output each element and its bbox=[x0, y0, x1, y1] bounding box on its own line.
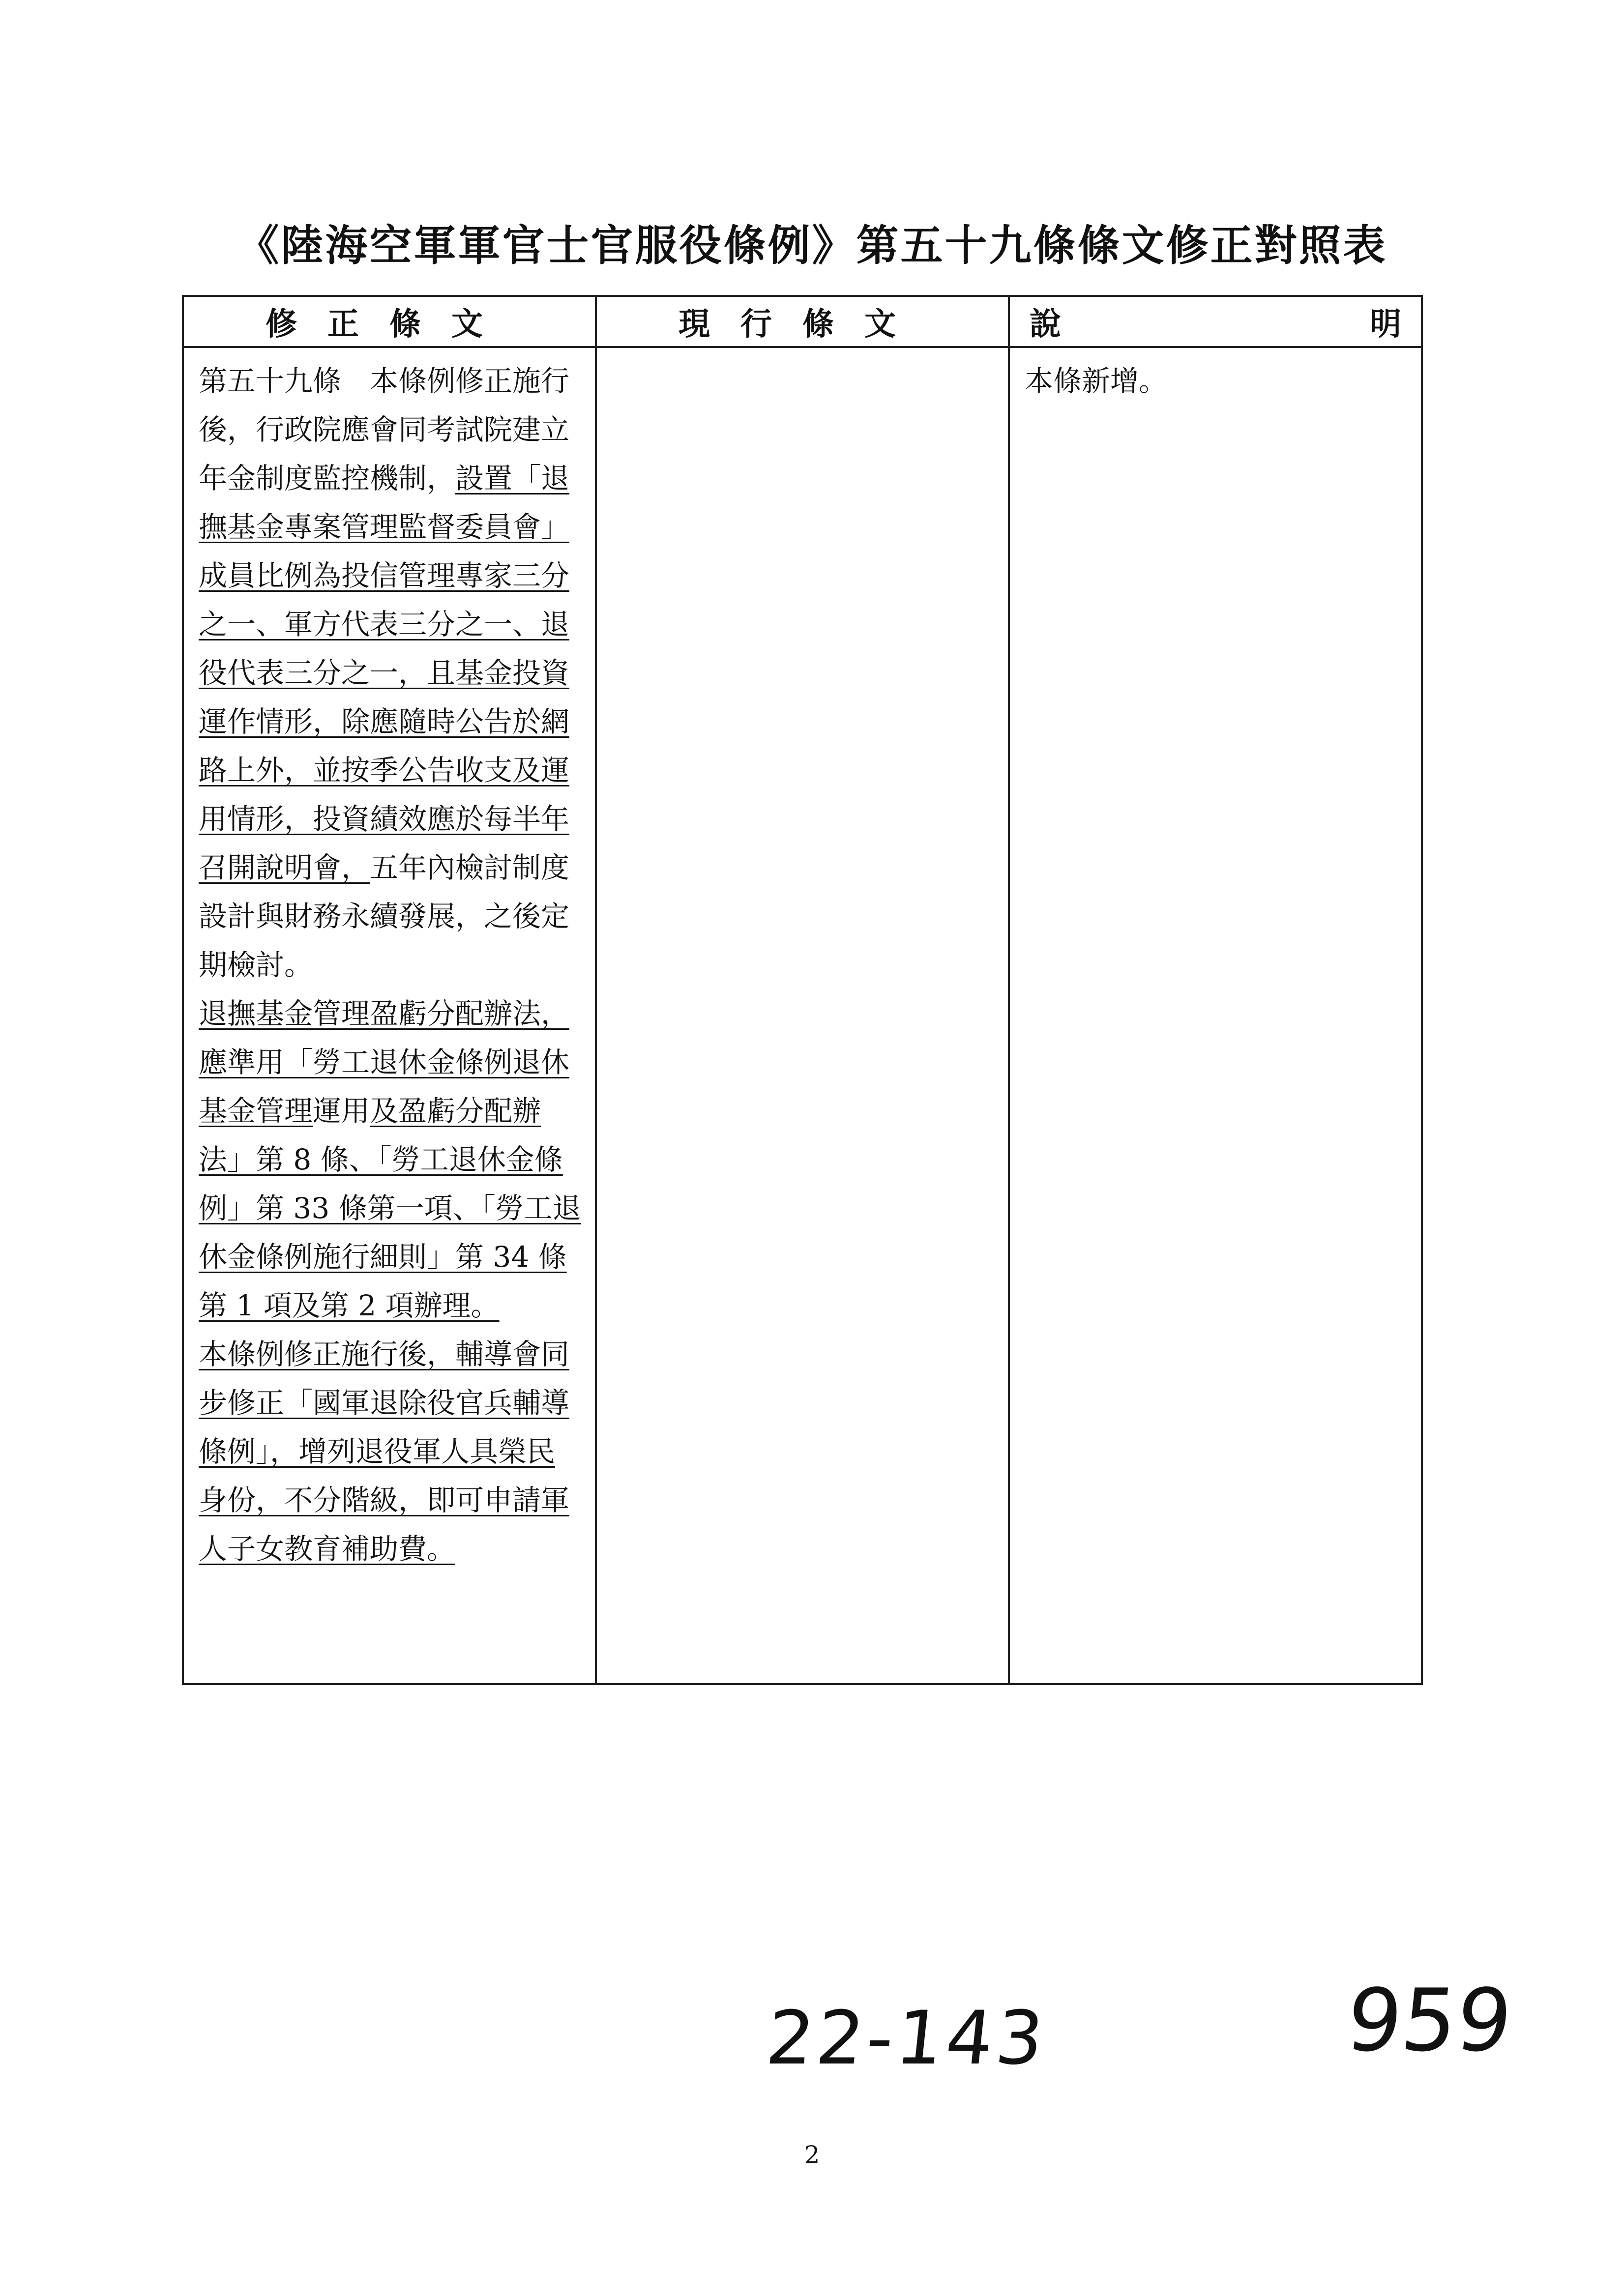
amended-underlined-segment: 本條例修正施行後，輔導會同步修正「國軍退除役官兵輔導條例」，增列退役軍人具榮民身份，不分階級，即可申請軍人子女教育補助費。 bbox=[199, 1337, 570, 1566]
amended-text-cell bbox=[183, 347, 596, 1684]
current-text-cell bbox=[596, 347, 1009, 1684]
document-title: 《陸海空軍軍官士官服役條例》第五十九條條文修正對照表 bbox=[236, 221, 1388, 270]
explanation-text: 本條新增。 bbox=[1025, 364, 1168, 398]
amended-text-segment: 第五十九條 本條例修正施行後，行政院應會同考試院建立年金制度監控機制， bbox=[199, 364, 570, 495]
handwritten-page-stamp: 959 bbox=[1342, 1971, 1517, 2071]
amended-underlined-segment: 退撫基金管理盈虧分配辦法，應準用「勞工退休金條例退休基金管理 bbox=[199, 997, 570, 1128]
header-explanation-left: 說 bbox=[1030, 306, 1061, 343]
amended-paragraph bbox=[199, 357, 583, 989]
amended-text-segment: 五年內檢討制度設計與財務永續發展，之後定期檢討。 bbox=[199, 851, 570, 982]
amended-paragraph bbox=[199, 1330, 583, 1573]
page-number: 2 bbox=[804, 2141, 820, 2169]
table-body-row bbox=[183, 347, 1422, 1684]
table-header-row bbox=[183, 296, 1422, 347]
amended-paragraph bbox=[199, 989, 583, 1330]
amended-clause-text bbox=[199, 357, 583, 1573]
explanation-cell bbox=[1009, 347, 1422, 1684]
handwritten-reference-number: 22-143 bbox=[762, 1996, 1051, 2081]
amended-underlined-segment: 及盈虧分配辦法」第 8 條、「勞工退休金條例」第 33 條第一項、「勞工退休金條例施行細則」第 34 條第 1 項及第 2 項辦理。 bbox=[199, 1094, 581, 1322]
header-current-text: 現行條文 bbox=[596, 296, 1009, 347]
amended-underlined-segment: 設置「退撫基金專案管理監督委員會」成員比例為投信管理專家三分之一、軍方代表三分之一、退役代表三分之一，且基金投資運作情形，除應隨時公告於網路上外，並按季公告收支及運用情形，投資績效應於每半年召開說明會， bbox=[199, 462, 570, 884]
comparison-table bbox=[182, 295, 1423, 1685]
header-explanation bbox=[1009, 296, 1422, 347]
amended-text-segment: 運用 bbox=[313, 1094, 370, 1128]
header-amended-text: 修正條文 bbox=[183, 296, 596, 347]
header-explanation-right: 明 bbox=[1370, 306, 1401, 343]
